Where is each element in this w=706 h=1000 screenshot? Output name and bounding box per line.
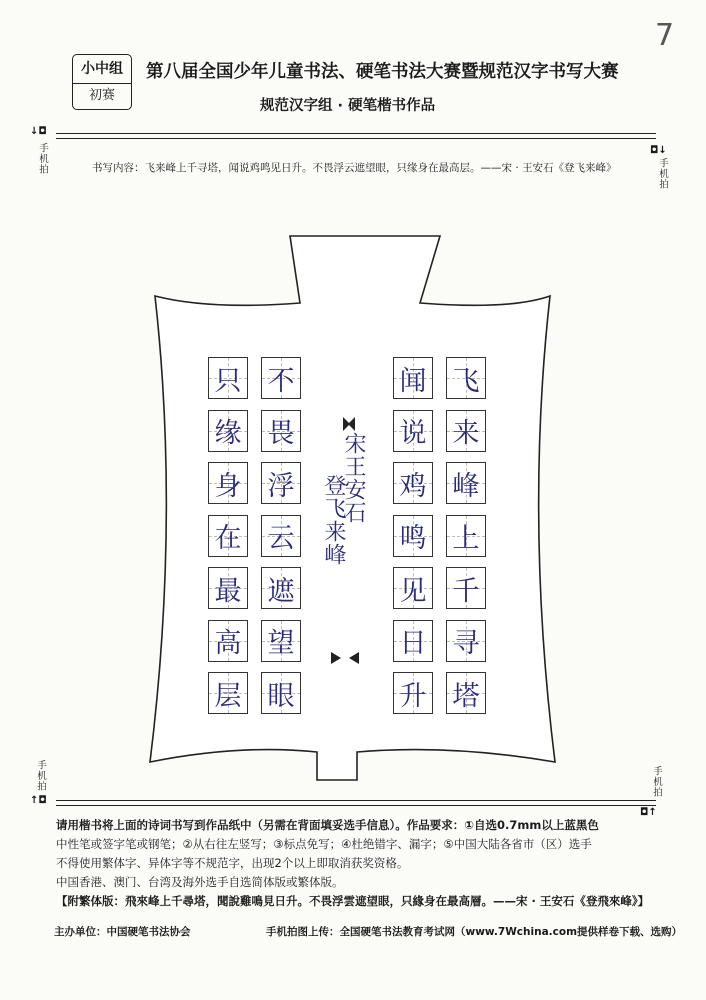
grid-cell [446, 357, 486, 399]
bottom-rule-inner [56, 800, 656, 801]
round-label: 初赛 [88, 88, 115, 103]
organizer: 主办单位：中国硬笔书法协会 [54, 926, 191, 938]
photo-mark-top-right: 手机拍 [657, 158, 668, 190]
grid-cell [208, 357, 248, 399]
handwritten-character: 浮 [267, 470, 295, 502]
traditional-version: 【附繁体版：飛來峰上千尋塔，聞說雞鳴見日升。不畏浮雲遮望眼，只緣身在最高層。——宋 · 王安石《登飛來峰》】 [56, 894, 650, 908]
grid-cell [208, 410, 248, 452]
handwritten-character: 鸡 [399, 470, 427, 502]
requirements-line-1: 请用楷书将上面的诗词书写到作品纸中（另需在背面填妥选手信息）。作品要求：①自选0.7mm以上蓝黑色 [56, 818, 599, 832]
upload-info: 手机拍图上传：全国硬笔书法教育考试网（www.7Wchina.com提供样卷下载、选购） [266, 926, 683, 938]
grid-cell [393, 620, 433, 662]
handwritten-character: 上 [452, 523, 480, 554]
grid-cell [261, 462, 301, 504]
handwritten-character: 飞 [452, 365, 480, 397]
handwritten-character: 说 [399, 418, 427, 449]
handwritten-character: 升 [399, 680, 427, 712]
grid-cell [393, 515, 433, 557]
grid-cell [261, 567, 301, 609]
signature-poem-title: 登飞来峰 [321, 474, 346, 566]
grid-cell [446, 410, 486, 452]
requirements-line-3: 不得使用繁体字、异体字等不规范字，出现2个以上即取消获奖资格。 [56, 856, 409, 870]
grid-cell [393, 462, 433, 504]
handwritten-character: 缘 [214, 418, 242, 449]
camera-arrow-down-icon: ◘↓ [650, 145, 667, 156]
requirements-block [56, 816, 656, 911]
handwritten-character: 最 [214, 575, 242, 607]
writing-content: 书写内容：飞来峰上千寻塔，闻说鸡鸣见日升。不畏浮云遮望眼，只缘身在最高层。——宋 · 王安石《登飞来峰》 [92, 162, 617, 174]
handwritten-character: 寻 [452, 628, 480, 659]
arrow-up-camera-icon: ↑◘ [30, 795, 47, 806]
page-number: 7 [655, 18, 675, 53]
handwritten-character: 塔 [452, 680, 480, 712]
camera-arrow-up-icon: ◘↑ [640, 807, 657, 818]
grid-cell [261, 672, 301, 714]
handwritten-character: 来 [452, 418, 480, 449]
grid-cell [393, 410, 433, 452]
handwritten-character: 云 [267, 523, 295, 554]
grid-cell [393, 567, 433, 609]
page-title: 第八届全国少年儿童书法、硬笔书法大赛暨规范汉字书写大赛 [146, 62, 619, 82]
handwritten-character: 不 [267, 365, 295, 397]
grid-cell [208, 672, 248, 714]
handwritten-character: 闻 [399, 365, 427, 397]
grid-cell [393, 357, 433, 399]
grid-cell [446, 672, 486, 714]
handwritten-character: 鸣 [399, 523, 427, 554]
grid-cell [208, 462, 248, 504]
handwritten-character: 身 [214, 470, 242, 502]
handwritten-character: 千 [452, 575, 480, 607]
handwritten-character: 眼 [267, 680, 295, 712]
signature-author: 宋王安石 [341, 432, 366, 524]
grid-cell [261, 410, 301, 452]
bottom-rule [56, 805, 656, 806]
photo-mark-bottom-right: 手机拍 [651, 766, 662, 798]
requirements-line-4: 中国香港、澳门、台湾及海外选手自选简体版或繁体版。 [56, 875, 344, 889]
grid-cell [208, 620, 248, 662]
photo-mark-bottom-left: 手机拍 [35, 760, 46, 792]
grid-cell [261, 357, 301, 399]
requirements-line-2: 中性笔或签字笔或钢笔；②从右往左竖写；③标点免写；④杜绝错字、漏字；⑤中国大陆各省市（区）选手 [56, 837, 592, 851]
grid-cell [261, 620, 301, 662]
handwritten-character: 望 [267, 628, 295, 659]
handwritten-character: 在 [214, 523, 242, 554]
grid-cell [261, 515, 301, 557]
handwritten-character: 见 [399, 575, 427, 607]
handwritten-character: 峰 [452, 470, 480, 502]
page-subtitle: 规范汉字组 · 硬笔楷书作品 [260, 98, 436, 114]
photo-mark-top-left: 手机拍 [37, 143, 48, 175]
arrow-down-camera-icon: ↓◘ [30, 126, 47, 137]
grid-cell [446, 515, 486, 557]
grid-cell [446, 567, 486, 609]
group-label: 小中组 [73, 55, 131, 84]
grid-cell [208, 567, 248, 609]
grid-cell [393, 672, 433, 714]
handwritten-character: 高 [214, 628, 242, 659]
handwritten-character: 层 [214, 680, 242, 712]
handwritten-character: 日 [399, 628, 427, 659]
grid-cell [446, 462, 486, 504]
handwritten-character: 遮 [267, 575, 295, 607]
grid-cell [208, 515, 248, 557]
grid-cell [446, 620, 486, 662]
handwritten-character: 畏 [267, 418, 295, 449]
handwritten-character: 只 [214, 365, 242, 397]
